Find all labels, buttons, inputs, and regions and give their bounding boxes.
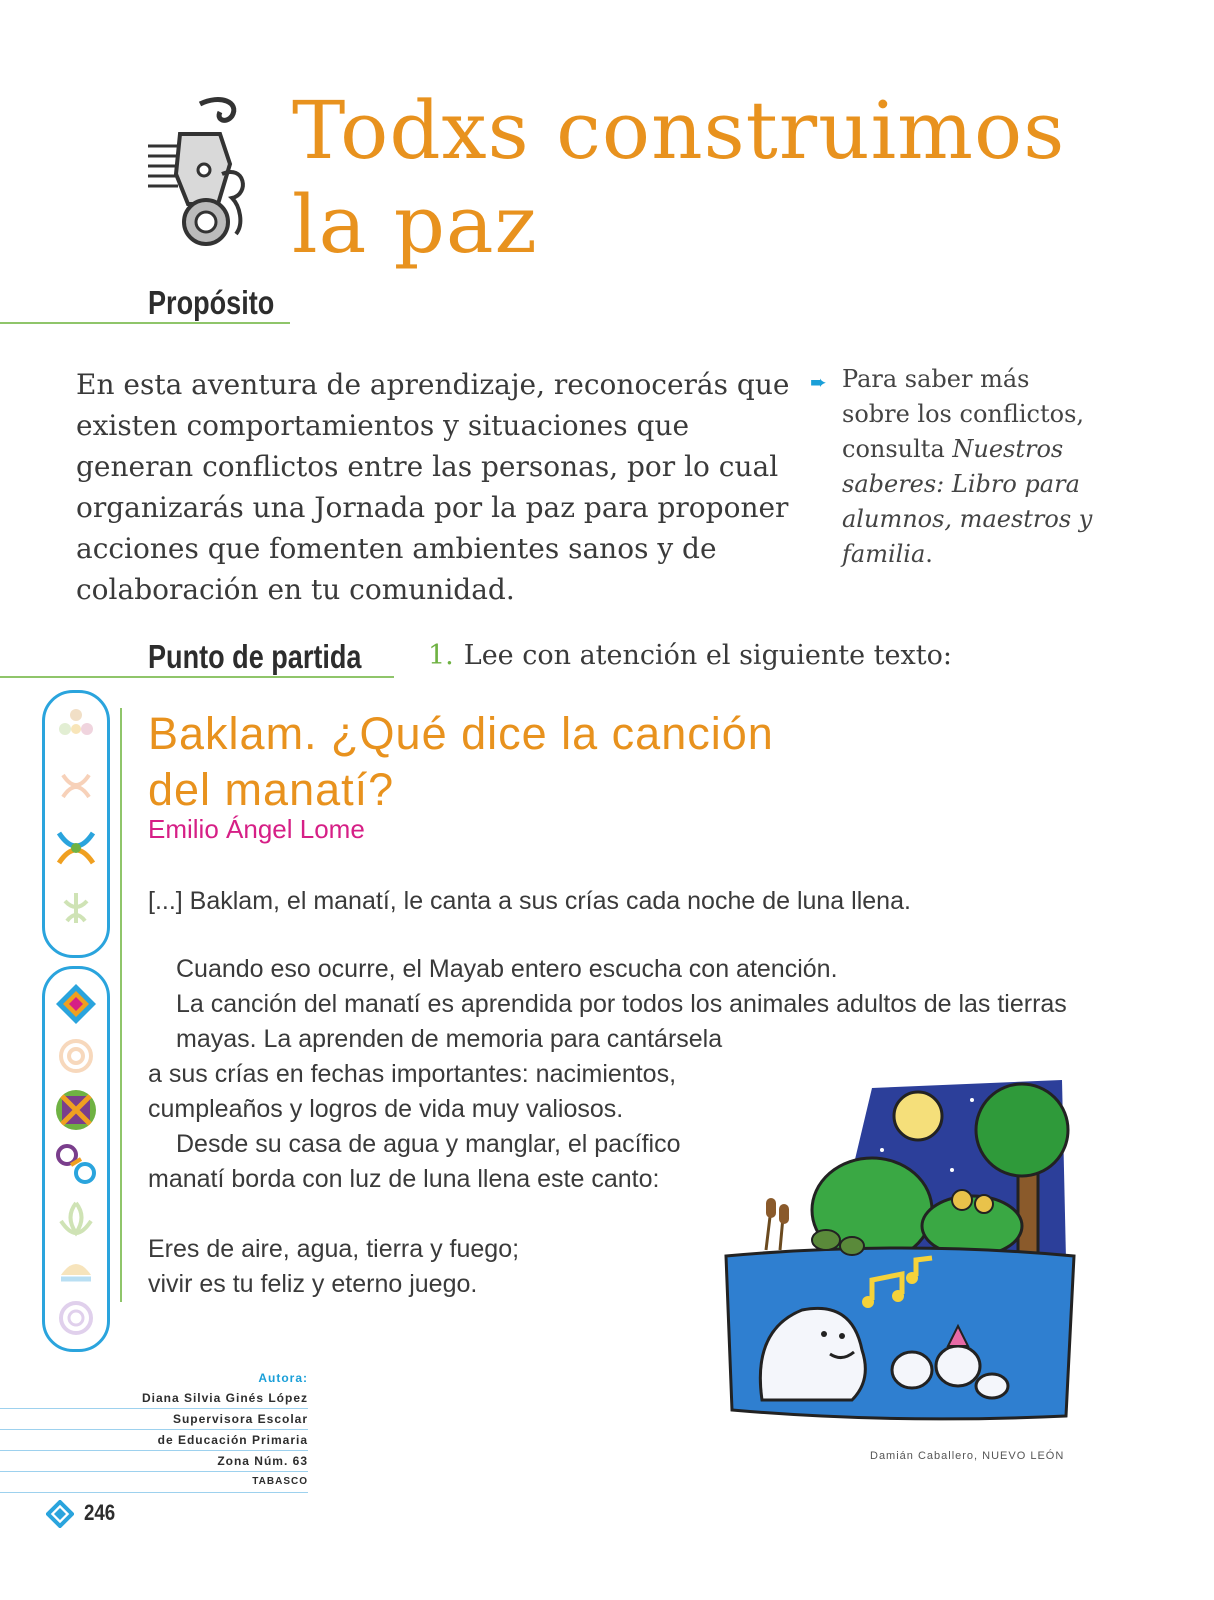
story-line: cumpleaños y logros de vida muy valiosos. bbox=[148, 1095, 624, 1123]
people-circle-icon bbox=[53, 825, 99, 871]
circle-swirl-icon bbox=[55, 1297, 97, 1339]
story-title-line-1: Baklam. ¿Qué dice la canción bbox=[148, 708, 774, 759]
purpose-text: En esta aventura de aprendizaje, reconocerás que existen comportamientos y situaciones que generan conflictos entre las personas, por lo cual organizarás una Jornada por la paz para proponer acciones que fomenten ambientes sanos y de colaboración en tu comunidad. bbox=[76, 368, 790, 606]
author-state: TABASCO bbox=[0, 1472, 308, 1493]
story-vertical-rule bbox=[120, 708, 122, 1302]
verse-line: Eres de aire, agua, tierra y fuego; bbox=[148, 1235, 520, 1263]
story-line bbox=[148, 987, 1078, 1057]
story-line: Cuando eso ocurre, el Mayab entero escucha con atención. bbox=[176, 955, 838, 983]
side-note-end: . bbox=[925, 540, 933, 568]
verse-line: vivir es tu feliz y eterno juego. bbox=[148, 1270, 478, 1298]
puzzle-diamond-icon bbox=[53, 981, 99, 1027]
icon-strip-bottom bbox=[42, 966, 110, 1352]
flower-icon bbox=[55, 705, 97, 747]
arrow-right-icon: ➨ bbox=[810, 370, 827, 394]
story-line: Desde su casa de agua y manglar, el pacífico bbox=[176, 1130, 681, 1158]
lotus-icon bbox=[55, 1197, 97, 1239]
manatee-illustration bbox=[722, 1080, 1078, 1428]
instruction bbox=[428, 640, 952, 671]
starting-point-rule bbox=[0, 676, 394, 678]
story-line: a sus crías en fechas importantes: nacimientos, bbox=[148, 1060, 677, 1088]
linked-rings-icon bbox=[53, 1141, 99, 1187]
globe-icon bbox=[55, 1249, 97, 1291]
authors-label: Autora: bbox=[258, 1371, 308, 1385]
title-line-1: Todxs construimos bbox=[292, 84, 1066, 177]
story-author: Emilio Ángel Lome bbox=[148, 814, 365, 844]
story-intro: [...] Baklam, el manatí, le canta a sus crías cada noche de luna llena. bbox=[148, 887, 911, 915]
story-title-line-2: del manatí? bbox=[148, 764, 395, 815]
instruction-number: 1. bbox=[428, 640, 454, 671]
instruction-text: Lee con atención el siguiente texto: bbox=[463, 640, 952, 671]
purpose-heading: Propósito bbox=[148, 284, 275, 321]
mayan-glyph-icon bbox=[140, 94, 260, 254]
side-note bbox=[842, 362, 1102, 572]
author-role: Supervisora Escolar bbox=[0, 1409, 308, 1430]
author-name: Diana Silvia Ginés López bbox=[0, 1388, 308, 1409]
page-number: 246 bbox=[84, 1500, 116, 1525]
story-line: manatí borda con luz de luna llena este canto: bbox=[148, 1165, 660, 1193]
story-line-text: La canción del manatí es aprendida por todos los animales adultos de las tierras mayas. La aprenden de memoria para cantársela bbox=[176, 990, 1067, 1053]
author-role-2: de Educación Primaria bbox=[0, 1430, 308, 1451]
spiral-icon bbox=[55, 1035, 97, 1077]
starting-point-heading: Punto de partida bbox=[148, 638, 362, 675]
side-note-book: Nuestros saberes: Libro para alumnos, maestros y familia bbox=[842, 435, 1093, 568]
icon-strip-top bbox=[42, 690, 110, 958]
page-title bbox=[292, 84, 1172, 272]
page-logo-icon bbox=[46, 1500, 74, 1528]
title-line-2: la paz bbox=[292, 178, 538, 271]
story-verse bbox=[148, 1232, 668, 1302]
side-note-text: Para saber más sobre los conflictos, consulta bbox=[842, 365, 1085, 463]
crossed-square-icon bbox=[53, 1087, 99, 1133]
illustration-credit: Damián Caballero, NUEVO LEÓN bbox=[870, 1450, 1065, 1462]
plant-figure-icon bbox=[55, 887, 97, 929]
story-title bbox=[148, 706, 908, 818]
authors-block bbox=[0, 1368, 308, 1493]
author-zone: Zona Núm. 63 bbox=[0, 1451, 308, 1472]
sun-figure-icon bbox=[55, 765, 97, 807]
purpose-rule bbox=[0, 322, 290, 324]
